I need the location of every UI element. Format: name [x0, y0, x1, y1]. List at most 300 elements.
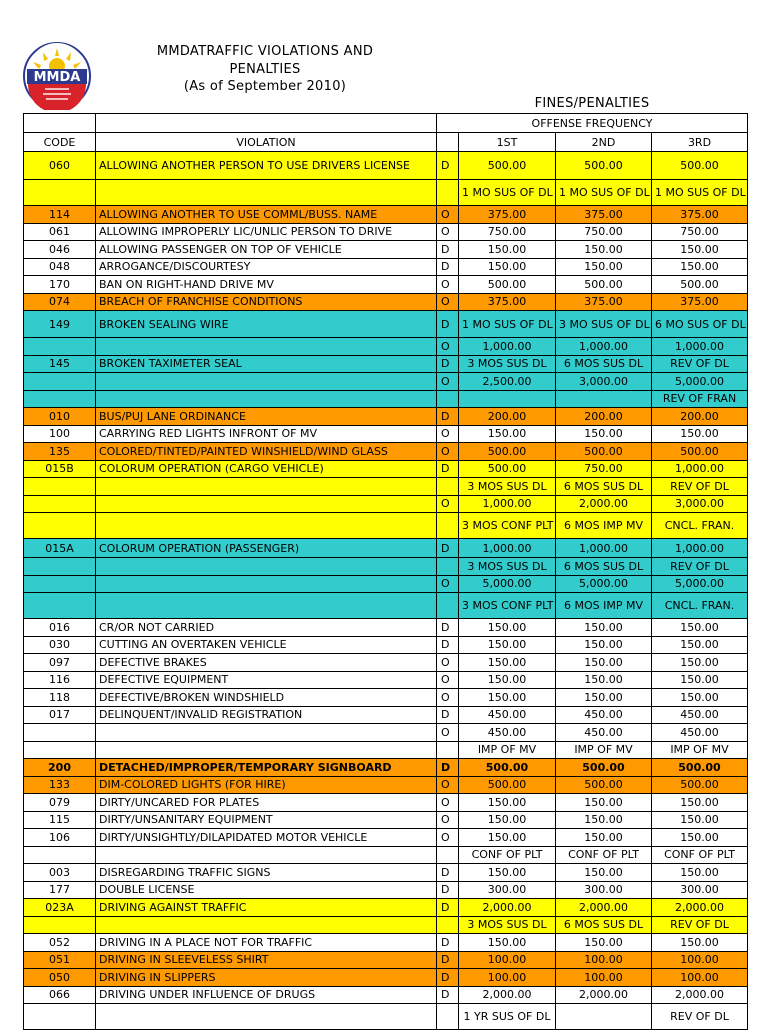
- code-header: CODE: [24, 133, 96, 152]
- code-cell: [24, 390, 96, 408]
- second-offense-cell: 1,000.00: [556, 539, 652, 558]
- violation-cell: DELINQUENT/INVALID REGISTRATION: [96, 706, 437, 724]
- second-offense-cell: 375.00: [556, 293, 652, 311]
- second-offense-cell: 2,000.00: [556, 986, 652, 1004]
- first-offense-cell: 150.00: [459, 864, 556, 882]
- second-offense-cell: 500.00: [556, 759, 652, 777]
- first-offense-cell: 150.00: [459, 258, 556, 276]
- code-cell: [24, 513, 96, 539]
- code-cell: 060: [24, 152, 96, 180]
- third-offense-cell: 150.00: [652, 619, 748, 637]
- type-cell: [437, 916, 459, 934]
- violation-cell: [96, 558, 437, 576]
- code-cell: [24, 593, 96, 619]
- first-offense-cell: IMP OF MV: [459, 741, 556, 759]
- second-offense-cell: 750.00: [556, 223, 652, 241]
- third-offense-cell: IMP OF MV: [652, 741, 748, 759]
- code-cell: 046: [24, 241, 96, 259]
- violation-cell: [96, 593, 437, 619]
- code-cell: [24, 1004, 96, 1030]
- second-offense-cell: 150.00: [556, 425, 652, 443]
- first-offense-cell: 3 MOS CONF PLT: [459, 593, 556, 619]
- table-row: [24, 206, 748, 224]
- third-offense-cell: 375.00: [652, 206, 748, 224]
- third-offense-cell: 150.00: [652, 829, 748, 847]
- first-offense-cell: 2,500.00: [459, 373, 556, 391]
- table-row: [24, 575, 748, 593]
- table-row: [24, 478, 748, 496]
- type-cell: D: [437, 539, 459, 558]
- violation-cell: ALLOWING PASSENGER ON TOP OF VEHICLE: [96, 241, 437, 259]
- type-cell: [437, 846, 459, 864]
- third-offense-cell: 500.00: [652, 276, 748, 294]
- type-cell: D: [437, 899, 459, 917]
- code-cell: 050: [24, 969, 96, 987]
- first-offense-cell: 3 MOS SUS DL: [459, 558, 556, 576]
- type-cell: D: [437, 706, 459, 724]
- second-offense-cell: 150.00: [556, 794, 652, 812]
- first-offense-cell: 150.00: [459, 654, 556, 672]
- table-row: [24, 969, 748, 987]
- violation-header: VIOLATION: [96, 133, 437, 152]
- second-offense-cell: IMP OF MV: [556, 741, 652, 759]
- third-offense-cell: 1,000.00: [652, 338, 748, 356]
- third-offense-cell: 150.00: [652, 794, 748, 812]
- first-offense-cell: 150.00: [459, 425, 556, 443]
- type-cell: O: [437, 443, 459, 461]
- type-cell: O: [437, 811, 459, 829]
- third-offense-cell: 150.00: [652, 934, 748, 952]
- table-row: [24, 776, 748, 794]
- second-offense-cell: [556, 390, 652, 408]
- first-offense-cell: 500.00: [459, 759, 556, 777]
- first-offense-cell: 150.00: [459, 829, 556, 847]
- first-offense-cell: 150.00: [459, 241, 556, 259]
- code-cell: 097: [24, 654, 96, 672]
- first-offense-cell: 1,000.00: [459, 495, 556, 513]
- type-cell: [437, 513, 459, 539]
- type-cell: O: [437, 575, 459, 593]
- code-cell: 051: [24, 951, 96, 969]
- third-offense-cell: 100.00: [652, 951, 748, 969]
- third-offense-cell: REV OF DL: [652, 478, 748, 496]
- table-row: [24, 443, 748, 461]
- type-cell: [437, 593, 459, 619]
- second-offense-cell: 500.00: [556, 276, 652, 294]
- type-cell: D: [437, 460, 459, 478]
- violation-cell: [96, 338, 437, 356]
- first-offense-cell: 375.00: [459, 293, 556, 311]
- table-row: [24, 513, 748, 539]
- violation-cell: [96, 513, 437, 539]
- second-offense-cell: 150.00: [556, 864, 652, 882]
- third-offense-cell: 150.00: [652, 425, 748, 443]
- second-offense-cell: 3 MO SUS OF DL: [556, 311, 652, 338]
- code-cell: [24, 558, 96, 576]
- second-offense-cell: 375.00: [556, 206, 652, 224]
- violation-cell: DRIVING AGAINST TRAFFIC: [96, 899, 437, 917]
- second-offense-header: 2ND: [556, 133, 652, 152]
- type-cell: O: [437, 373, 459, 391]
- code-cell: 017: [24, 706, 96, 724]
- violation-cell: [96, 724, 437, 742]
- code-cell: 114: [24, 206, 96, 224]
- code-cell: 135: [24, 443, 96, 461]
- table-row: [24, 425, 748, 443]
- logo-text: MMDA: [33, 70, 81, 85]
- first-offense-cell: 5,000.00: [459, 575, 556, 593]
- type-cell: D: [437, 241, 459, 259]
- second-offense-cell: 2,000.00: [556, 495, 652, 513]
- violations-body: [24, 152, 748, 1030]
- type-cell: D: [437, 619, 459, 637]
- type-cell: O: [437, 293, 459, 311]
- first-offense-header: 1ST: [459, 133, 556, 152]
- table-row: [24, 864, 748, 882]
- header-row-columns: [24, 133, 748, 152]
- third-offense-cell: 2,000.00: [652, 899, 748, 917]
- violation-cell: DIRTY/UNSIGHTLY/DILAPIDATED MOTOR VEHICLE: [96, 829, 437, 847]
- first-offense-cell: 1 MO SUS OF DL: [459, 311, 556, 338]
- third-offense-cell: 1,000.00: [652, 539, 748, 558]
- second-offense-cell: CONF OF PLT: [556, 846, 652, 864]
- violation-cell: COLORUM OPERATION (PASSENGER): [96, 539, 437, 558]
- third-offense-cell: 3,000.00: [652, 495, 748, 513]
- second-offense-cell: 150.00: [556, 241, 652, 259]
- code-cell: 116: [24, 671, 96, 689]
- type-cell: D: [437, 258, 459, 276]
- table-row: [24, 593, 748, 619]
- third-offense-cell: REV OF DL: [652, 355, 748, 373]
- second-offense-cell: 3,000.00: [556, 373, 652, 391]
- table-row: [24, 460, 748, 478]
- third-offense-cell: 6 MO SUS OF DL: [652, 311, 748, 338]
- code-cell: 115: [24, 811, 96, 829]
- type-cell: O: [437, 829, 459, 847]
- violation-cell: DIM-COLORED LIGHTS (FOR HIRE): [96, 776, 437, 794]
- third-offense-cell: 150.00: [652, 654, 748, 672]
- code-cell: 100: [24, 425, 96, 443]
- first-offense-cell: 3 MOS SUS DL: [459, 355, 556, 373]
- code-cell: 015B: [24, 460, 96, 478]
- violation-cell: COLORED/TINTED/PAINTED WINSHIELD/WIND GLASS: [96, 443, 437, 461]
- first-offense-cell: 1 MO SUS OF DL: [459, 180, 556, 206]
- second-offense-cell: 1 MO SUS OF DL: [556, 180, 652, 206]
- third-offense-cell: CNCL. FRAN.: [652, 593, 748, 619]
- code-cell: [24, 478, 96, 496]
- type-cell: [437, 741, 459, 759]
- code-cell: 030: [24, 636, 96, 654]
- type-cell: [437, 390, 459, 408]
- violation-cell: DEFECTIVE EQUIPMENT: [96, 671, 437, 689]
- table-row: [24, 671, 748, 689]
- third-offense-cell: 100.00: [652, 969, 748, 987]
- violations-table: [23, 113, 748, 1030]
- violation-cell: [96, 1004, 437, 1030]
- table-row: [24, 338, 748, 356]
- second-offense-cell: 300.00: [556, 881, 652, 899]
- first-offense-cell: 2,000.00: [459, 899, 556, 917]
- violation-cell: ARROGANCE/DISCOURTESY: [96, 258, 437, 276]
- table-row: [24, 558, 748, 576]
- violation-cell: [96, 390, 437, 408]
- table-row: [24, 706, 748, 724]
- code-cell: 074: [24, 293, 96, 311]
- second-offense-cell: 150.00: [556, 619, 652, 637]
- second-offense-cell: 450.00: [556, 706, 652, 724]
- mmda-logo: [23, 42, 91, 110]
- second-offense-cell: 100.00: [556, 951, 652, 969]
- fines-heading: FINES/PENALTIES: [534, 96, 650, 111]
- violation-cell: DRIVING IN SLEEVELESS SHIRT: [96, 951, 437, 969]
- type-cell: D: [437, 986, 459, 1004]
- table-row: [24, 829, 748, 847]
- third-offense-cell: 150.00: [652, 671, 748, 689]
- violation-cell: [96, 846, 437, 864]
- third-offense-cell: 375.00: [652, 293, 748, 311]
- second-offense-cell: 150.00: [556, 934, 652, 952]
- violation-cell: DISREGARDING TRAFFIC SIGNS: [96, 864, 437, 882]
- third-offense-cell: 150.00: [652, 811, 748, 829]
- third-offense-cell: 300.00: [652, 881, 748, 899]
- first-offense-cell: 500.00: [459, 460, 556, 478]
- first-offense-cell: CONF OF PLT: [459, 846, 556, 864]
- code-cell: 133: [24, 776, 96, 794]
- code-cell: [24, 575, 96, 593]
- second-offense-cell: 6 MOS SUS DL: [556, 916, 652, 934]
- first-offense-cell: 375.00: [459, 206, 556, 224]
- violation-cell: DRIVING IN A PLACE NOT FOR TRAFFIC: [96, 934, 437, 952]
- first-offense-cell: 500.00: [459, 443, 556, 461]
- third-offense-cell: 150.00: [652, 636, 748, 654]
- third-offense-header: 3RD: [652, 133, 748, 152]
- first-offense-cell: 500.00: [459, 776, 556, 794]
- first-offense-cell: 150.00: [459, 671, 556, 689]
- third-offense-cell: REV OF DL: [652, 558, 748, 576]
- violation-cell: [96, 916, 437, 934]
- violation-cell: DIRTY/UNSANITARY EQUIPMENT: [96, 811, 437, 829]
- third-offense-cell: 750.00: [652, 223, 748, 241]
- violation-cell: BUS/PUJ LANE ORDINANCE: [96, 408, 437, 426]
- table-row: [24, 689, 748, 707]
- second-offense-cell: 6 MOS IMP MV: [556, 593, 652, 619]
- table-row: [24, 881, 748, 899]
- third-offense-cell: REV OF DL: [652, 1004, 748, 1030]
- first-offense-cell: 500.00: [459, 152, 556, 180]
- code-cell: 023A: [24, 899, 96, 917]
- second-offense-cell: 2,000.00: [556, 899, 652, 917]
- violation-cell: DEFECTIVE/BROKEN WINDSHIELD: [96, 689, 437, 707]
- violation-cell: COLORUM OPERATION (CARGO VEHICLE): [96, 460, 437, 478]
- type-cell: O: [437, 223, 459, 241]
- second-offense-cell: 150.00: [556, 671, 652, 689]
- code-cell: 048: [24, 258, 96, 276]
- table-row: [24, 373, 748, 391]
- code-cell: [24, 846, 96, 864]
- type-cell: D: [437, 636, 459, 654]
- code-cell: 118: [24, 689, 96, 707]
- document-title-line2: PENALTIES: [229, 62, 301, 77]
- type-cell: O: [437, 425, 459, 443]
- violation-cell: [96, 495, 437, 513]
- code-cell: [24, 741, 96, 759]
- header-row-frequency: [24, 114, 748, 133]
- code-cell: [24, 338, 96, 356]
- violation-cell: BROKEN SEALING WIRE: [96, 311, 437, 338]
- second-offense-cell: 500.00: [556, 443, 652, 461]
- first-offense-cell: 3 MOS SUS DL: [459, 916, 556, 934]
- first-offense-cell: [459, 390, 556, 408]
- table-row: [24, 258, 748, 276]
- first-offense-cell: 1,000.00: [459, 338, 556, 356]
- table-row: [24, 223, 748, 241]
- type-cell: O: [437, 276, 459, 294]
- type-cell: D: [437, 881, 459, 899]
- first-offense-cell: 100.00: [459, 969, 556, 987]
- type-cell: [437, 558, 459, 576]
- first-offense-cell: 300.00: [459, 881, 556, 899]
- type-cell: [437, 180, 459, 206]
- third-offense-cell: 500.00: [652, 776, 748, 794]
- document-title-line1: MMDATRAFFIC VIOLATIONS AND: [156, 44, 374, 59]
- type-cell: O: [437, 776, 459, 794]
- violation-cell: CR/OR NOT CARRIED: [96, 619, 437, 637]
- violation-cell: DIRTY/UNCARED FOR PLATES: [96, 794, 437, 812]
- third-offense-cell: 450.00: [652, 724, 748, 742]
- violation-cell: ALLOWING ANOTHER PERSON TO USE DRIVERS LICENSE: [96, 152, 437, 180]
- table-row: [24, 636, 748, 654]
- first-offense-cell: 100.00: [459, 951, 556, 969]
- third-offense-cell: 500.00: [652, 759, 748, 777]
- third-offense-cell: 150.00: [652, 864, 748, 882]
- type-cell: [437, 478, 459, 496]
- second-offense-cell: 150.00: [556, 829, 652, 847]
- type-cell: O: [437, 794, 459, 812]
- type-cell: D: [437, 951, 459, 969]
- code-cell: 149: [24, 311, 96, 338]
- second-offense-cell: 1,000.00: [556, 338, 652, 356]
- code-cell: 066: [24, 986, 96, 1004]
- first-offense-cell: 150.00: [459, 636, 556, 654]
- code-cell: 106: [24, 829, 96, 847]
- violation-cell: BROKEN TAXIMETER SEAL: [96, 355, 437, 373]
- first-offense-cell: 750.00: [459, 223, 556, 241]
- table-row: [24, 654, 748, 672]
- first-offense-cell: 450.00: [459, 706, 556, 724]
- third-offense-cell: REV OF DL: [652, 916, 748, 934]
- third-offense-cell: 150.00: [652, 258, 748, 276]
- table-row: [24, 355, 748, 373]
- second-offense-cell: 6 MOS SUS DL: [556, 478, 652, 496]
- table-row: [24, 152, 748, 180]
- third-offense-cell: 2,000.00: [652, 986, 748, 1004]
- type-cell: D: [437, 311, 459, 338]
- table-row: [24, 276, 748, 294]
- first-offense-cell: 450.00: [459, 724, 556, 742]
- code-cell: [24, 916, 96, 934]
- type-cell: D: [437, 969, 459, 987]
- code-cell: 200: [24, 759, 96, 777]
- table-row: [24, 759, 748, 777]
- third-offense-cell: 500.00: [652, 443, 748, 461]
- third-offense-cell: 1,000.00: [652, 460, 748, 478]
- type-cell: O: [437, 338, 459, 356]
- third-offense-cell: REV OF FRAN: [652, 390, 748, 408]
- third-offense-cell: 200.00: [652, 408, 748, 426]
- second-offense-cell: 500.00: [556, 152, 652, 180]
- table-row: [24, 794, 748, 812]
- first-offense-cell: 500.00: [459, 276, 556, 294]
- violation-cell: DOUBLE LICENSE: [96, 881, 437, 899]
- violation-cell: [96, 180, 437, 206]
- type-cell: D: [437, 759, 459, 777]
- second-offense-cell: 150.00: [556, 258, 652, 276]
- code-cell: 016: [24, 619, 96, 637]
- type-cell: O: [437, 671, 459, 689]
- code-cell: 003: [24, 864, 96, 882]
- first-offense-cell: 150.00: [459, 811, 556, 829]
- third-offense-cell: 150.00: [652, 689, 748, 707]
- type-cell: D: [437, 864, 459, 882]
- second-offense-cell: 6 MOS SUS DL: [556, 558, 652, 576]
- second-offense-cell: 150.00: [556, 636, 652, 654]
- violation-cell: [96, 373, 437, 391]
- first-offense-cell: 3 MOS CONF PLT: [459, 513, 556, 539]
- second-offense-cell: 6 MOS IMP MV: [556, 513, 652, 539]
- table-row: [24, 724, 748, 742]
- code-cell: [24, 180, 96, 206]
- code-cell: 079: [24, 794, 96, 812]
- second-offense-cell: 100.00: [556, 969, 652, 987]
- second-offense-cell: 450.00: [556, 724, 652, 742]
- table-row: [24, 293, 748, 311]
- type-cell: O: [437, 495, 459, 513]
- violation-cell: BAN ON RIGHT-HAND DRIVE MV: [96, 276, 437, 294]
- table-row: [24, 495, 748, 513]
- third-offense-cell: 450.00: [652, 706, 748, 724]
- second-offense-cell: 150.00: [556, 811, 652, 829]
- code-cell: [24, 373, 96, 391]
- violation-cell: DRIVING IN SLIPPERS: [96, 969, 437, 987]
- first-offense-cell: 1 YR SUS OF DL: [459, 1004, 556, 1030]
- third-offense-cell: CNCL. FRAN.: [652, 513, 748, 539]
- type-cell: D: [437, 934, 459, 952]
- third-offense-cell: 1 MO SUS OF DL: [652, 180, 748, 206]
- third-offense-cell: 150.00: [652, 241, 748, 259]
- violation-cell: DETACHED/IMPROPER/TEMPORARY SIGNBOARD: [96, 759, 437, 777]
- third-offense-cell: 5,000.00: [652, 575, 748, 593]
- table-row: [24, 741, 748, 759]
- violation-cell: ALLOWING ANOTHER TO USE COMML/BUSS. NAME: [96, 206, 437, 224]
- violation-cell: CUTTING AN OVERTAKEN VEHICLE: [96, 636, 437, 654]
- violation-cell: CARRYING RED LIGHTS INFRONT OF MV: [96, 425, 437, 443]
- type-cell: O: [437, 689, 459, 707]
- code-cell: 177: [24, 881, 96, 899]
- code-cell: 010: [24, 408, 96, 426]
- table-row: [24, 311, 748, 338]
- type-cell: D: [437, 408, 459, 426]
- code-cell: 170: [24, 276, 96, 294]
- violation-cell: BREACH OF FRANCHISE CONDITIONS: [96, 293, 437, 311]
- first-offense-cell: 1,000.00: [459, 539, 556, 558]
- type-cell: O: [437, 654, 459, 672]
- second-offense-cell: 750.00: [556, 460, 652, 478]
- table-row: [24, 934, 748, 952]
- code-cell: [24, 495, 96, 513]
- second-offense-cell: 5,000.00: [556, 575, 652, 593]
- table-row: [24, 986, 748, 1004]
- table-row: [24, 1004, 748, 1030]
